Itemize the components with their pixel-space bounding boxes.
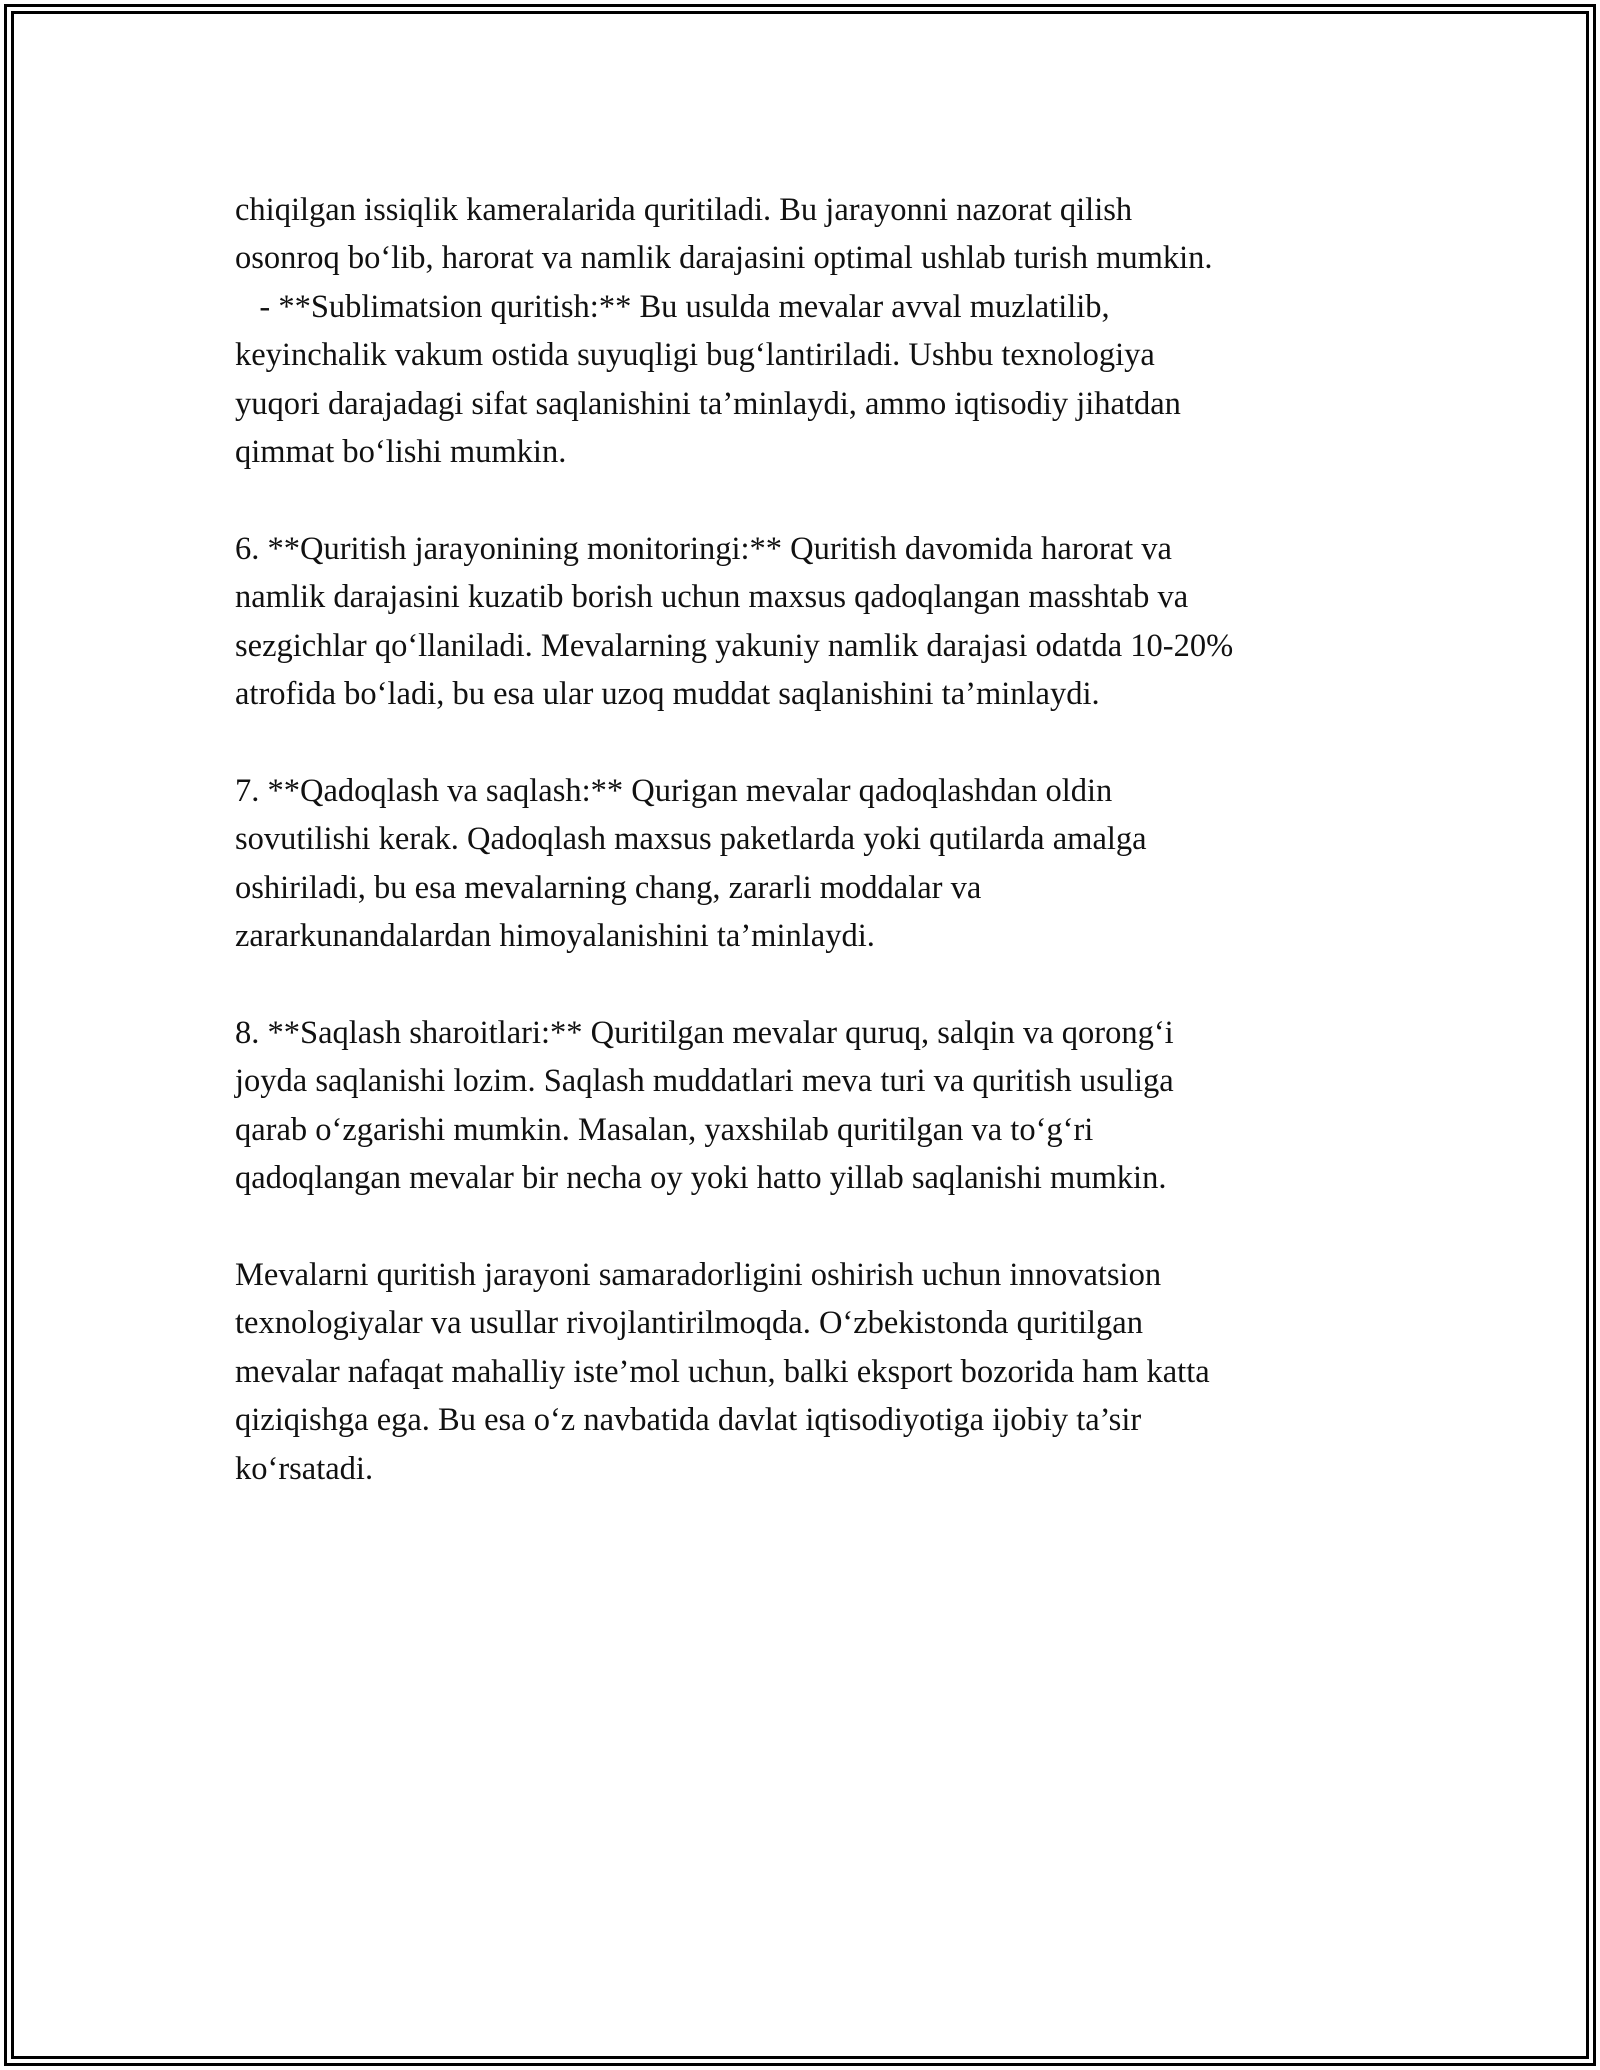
paragraph-conclusion (235, 1251, 1375, 1493)
text-line: texnologiyalar va usullar rivojlantirilmoqda. O‘zbekistonda quritilgan (235, 1305, 1143, 1342)
text-line: qimmat bo‘lishi mumkin. (235, 434, 567, 471)
text-line: namlik darajasini kuzatib borish uchun maxsus qadoqlangan masshtab va (235, 579, 1189, 616)
text-line: Mevalarni quritish jarayoni samaradorligini oshirish uchun innovatsion (235, 1256, 1162, 1293)
text-line: qadoqlangan mevalar bir necha oy yoki hatto yillab saqlanishi mumkin. (235, 1160, 1167, 1197)
paragraph-gap (235, 718, 1375, 766)
text-line: qiziqishga ega. Bu esa o‘z navbatida davlat iqtisodiyotiga ijobiy ta’sir (235, 1402, 1142, 1439)
paragraph-gap (235, 476, 1375, 524)
paragraph-drying-methods (235, 186, 1375, 476)
text-line: yuqori darajadagi sifat saqlanishini ta’minlaydi, ammo iqtisodiy jihatdan (235, 385, 1181, 422)
text-line: osonroq bo‘lib, harorat va namlik darajasini optimal ushlab turish mumkin. (235, 240, 1213, 277)
document-body (235, 186, 1375, 1493)
text-line: 6. **Quritish jarayonining monitoringi:** Quritish davomida harorat va (235, 530, 1172, 567)
text-line: joyda saqlanishi lozim. Saqlash muddatlari meva turi va quritish usuliga (235, 1063, 1174, 1100)
text-line: qarab o‘zgarishi mumkin. Masalan, yaxshilab quritilgan va to‘g‘ri (235, 1111, 1094, 1148)
text-line: mevalar nafaqat mahalliy iste’mol uchun, balki eksport bozorida ham katta (235, 1353, 1210, 1390)
text-line: keyinchalik vakum ostida suyuqligi bug‘lantiriladi. Ushbu texnologiya (235, 337, 1155, 374)
text-line: ko‘rsatadi. (235, 1450, 374, 1487)
text-line: - **Sublimatsion quritish:** Bu usulda mevalar avval muzlatilib, (235, 288, 1110, 325)
text-line: 8. **Saqlash sharoitlari:** Quritilgan mevalar quruq, salqin va qorong‘i (235, 1014, 1174, 1051)
text-line: oshiriladi, bu esa mevalarning chang, zararli moddalar va (235, 869, 982, 906)
text-line: zararkunandalardan himoyalanishini ta’minlaydi. (235, 918, 875, 955)
paragraph-item-8-storage (235, 1009, 1375, 1203)
text-line: chiqilgan issiqlik kameralarida quritiladi. Bu jarayonni nazorat qilish (235, 192, 1133, 228)
paragraph-gap (235, 1202, 1375, 1250)
paragraph-item-6-monitoring (235, 525, 1375, 719)
paragraph-gap (235, 960, 1375, 1008)
text-line: atrofida bo‘ladi, bu esa ular uzoq muddat saqlanishini ta’minlaydi. (235, 676, 1100, 713)
text-line: sovutilishi kerak. Qadoqlash maxsus paketlarda yoki qutilarda amalga (235, 821, 1147, 858)
text-line: 7. **Qadoqlash va saqlash:** Qurigan mevalar qadoqlashdan oldin (235, 772, 1113, 809)
text-line: sezgichlar qo‘llaniladi. Mevalarning yakuniy namlik darajasi odatda 10-20% (235, 627, 1234, 664)
paragraph-item-7-packaging (235, 767, 1375, 961)
